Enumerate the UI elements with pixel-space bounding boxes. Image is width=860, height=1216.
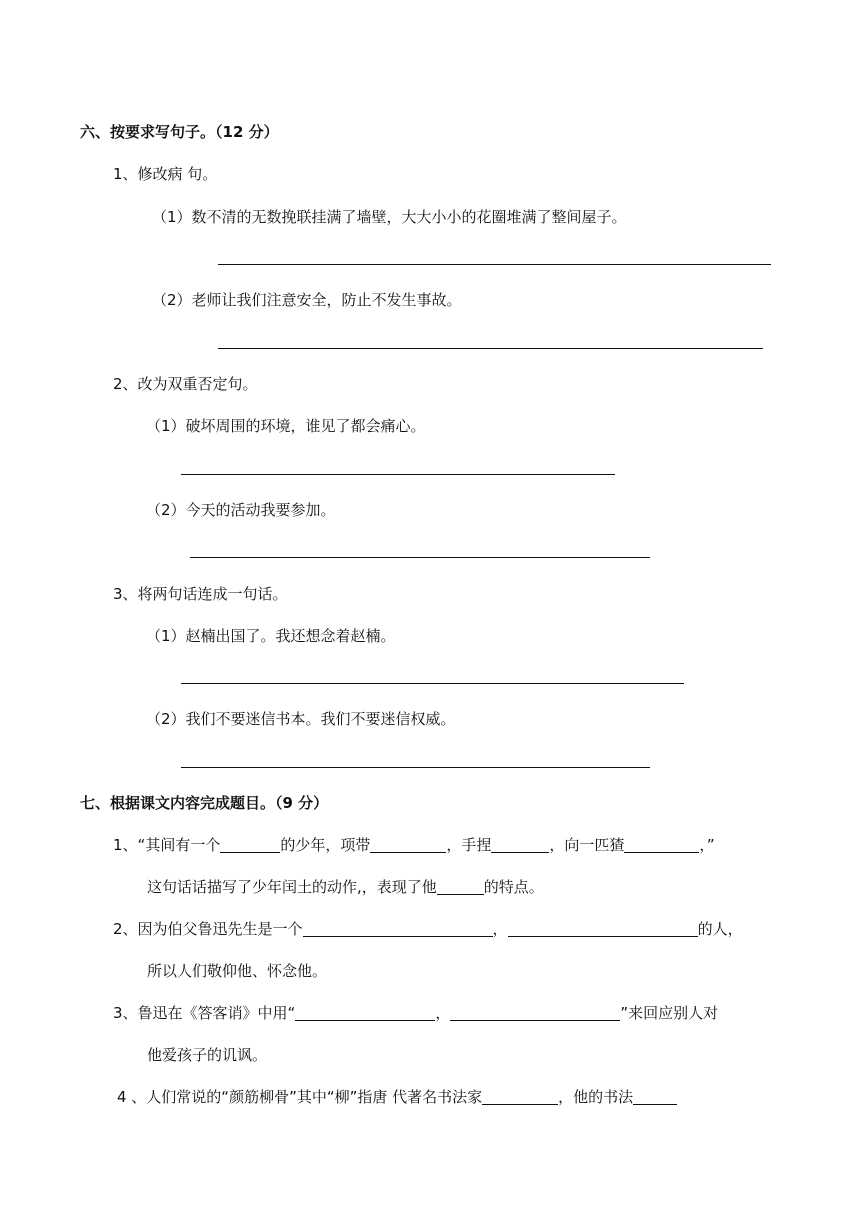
- s7-q1-text-c: ，手捏: [446, 836, 492, 854]
- q1-sentence-2: （2）老师让我们注意安全，防止不发生事故。: [152, 291, 462, 309]
- fill-blank[interactable]: [450, 1005, 620, 1021]
- s7-q1-text-d: ，向一匹猹: [549, 836, 625, 854]
- answer-line[interactable]: [181, 767, 650, 768]
- q1-sentence-1: （1）数不清的无数挽联挂满了墙壁，大大小小的花圈堆满了整间屋子。: [152, 208, 627, 226]
- fill-blank[interactable]: [437, 879, 484, 895]
- fill-blank[interactable]: [303, 921, 493, 937]
- s7-q1-line-2: [147, 877, 544, 897]
- s7-q3-text-b: ，: [435, 1004, 451, 1022]
- s7-q3-line-2: 他爱孩子的讥讽。: [147, 1046, 268, 1064]
- answer-line[interactable]: [181, 474, 615, 475]
- s7-q1-text-b: 的少年，项带: [280, 836, 371, 854]
- section-7-heading: 七、根据课文内容完成题目。（9 分）: [80, 794, 329, 812]
- q3-sentence-2: （2）我们不要迷信书本。我们不要迷信权威。: [146, 710, 456, 728]
- s7-q1-text-f: 这句话话描写了少年闰土的动作,，表现了他: [147, 878, 437, 896]
- q3-sentence-1: （1）赵楠出国了。我还想念着赵楠。: [146, 627, 396, 645]
- answer-line[interactable]: [181, 683, 684, 684]
- s7-q2-line-1: [113, 919, 743, 939]
- answer-line[interactable]: [218, 264, 771, 265]
- s7-q3-text-c: ”来回应别人对: [620, 1004, 719, 1022]
- s7-q3-text-a: 3、鲁迅在《答客诮》中用“: [113, 1004, 296, 1022]
- q2-sentence-2: （2）今天的活动我要参加。: [146, 501, 336, 519]
- fill-blank[interactable]: [220, 837, 280, 853]
- section-6-heading: 六、按要求写句子。（12 分）: [80, 123, 279, 141]
- s7-q1-text-a: 1、“其间有一个: [113, 836, 221, 854]
- fill-blank[interactable]: [633, 1089, 677, 1105]
- s7-q2-line-2: 所以人们敬仰他、怀念他。: [147, 962, 328, 980]
- s7-q2-text-c: 的人，: [697, 920, 743, 938]
- q3-title: 3、将两句话连成一句话。: [113, 585, 288, 603]
- fill-blank[interactable]: [295, 1005, 435, 1021]
- s7-q1-text-g: 的特点。: [483, 878, 544, 896]
- fill-blank[interactable]: [508, 921, 698, 937]
- fill-blank[interactable]: [491, 837, 549, 853]
- s7-q3-line-1: [113, 1003, 718, 1023]
- s7-q4-text-b: ，他的书法: [558, 1088, 634, 1106]
- s7-q1-line-1: [113, 835, 715, 855]
- q2-sentence-1: （1）破坏周围的环境，谁见了都会痛心。: [146, 417, 426, 435]
- s7-q4-text-a: 4 、人们常说的“颜筋柳骨”其中“柳”指唐 代著名书法家: [117, 1088, 483, 1106]
- s7-q1-text-e: ，”: [699, 836, 715, 854]
- s7-q2-text-a: 2、因为伯父鲁迅先生是一个: [113, 920, 303, 938]
- q1-title: 1、修改病 句。: [113, 165, 218, 183]
- s7-q4-line-1: [117, 1087, 677, 1107]
- fill-blank[interactable]: [370, 837, 446, 853]
- answer-line[interactable]: [190, 557, 650, 558]
- q2-title: 2、改为双重否定句。: [113, 375, 258, 393]
- fill-blank[interactable]: [482, 1089, 558, 1105]
- fill-blank[interactable]: [624, 837, 699, 853]
- s7-q2-text-b: ，: [492, 920, 508, 938]
- answer-line[interactable]: [218, 348, 763, 349]
